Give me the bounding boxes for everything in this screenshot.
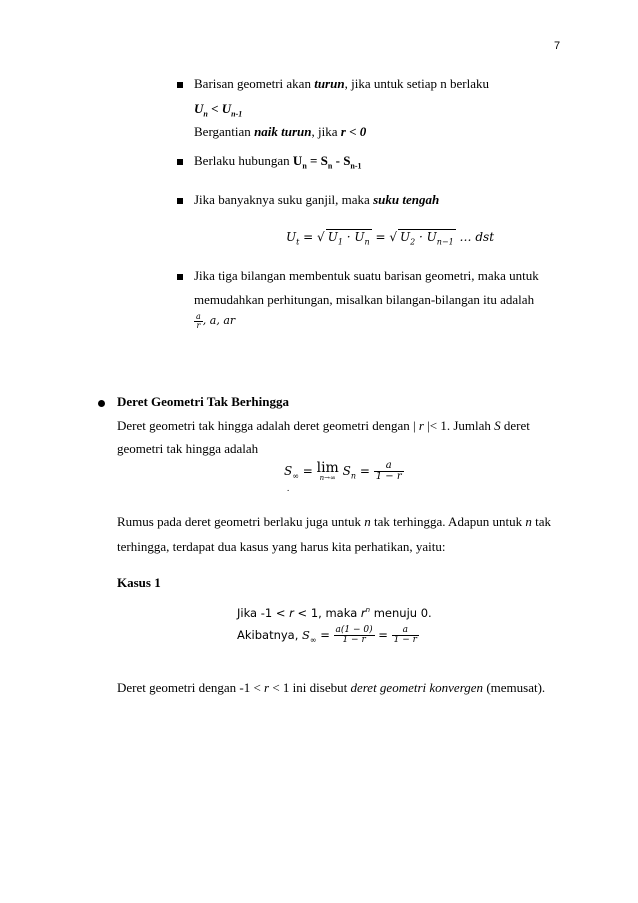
bullet-4-line-2: memudahkan perhitungan, misalkan bilangan-bilangan itu adalah [194,292,535,307]
bullet-3-text: Jika banyaknya suku ganjil, maka suku tengah [194,192,440,207]
page-number: 7 [554,40,561,52]
paragraph-2-line-2: terhingga, terdapat dua kasus yang harus kita perhatikan, yaitu: [117,539,446,554]
bullet-square [177,159,183,165]
bullet-square [177,274,183,280]
bullet-1-line-3: Bergantian naik turun, jika r < 0 [194,124,367,139]
case-heading: Kasus 1 [117,575,161,590]
paragraph-1-line-2: geometri tak hingga adalah [117,441,259,456]
bullet-4-fraction-line: $\frac{a}{r}$ , a, ar [196,312,236,330]
bullet-4-line-1: Jika tiga bilangan membentuk suatu barisan geometri, maka untuk [194,268,539,283]
bullet-1-line-2: $U_n < U_{n-1}$ [194,101,243,119]
bullet-square [177,82,183,88]
bullet-2-text: Berlaku hubungan $U_n = S_n - S_{n-1}$ [194,153,362,171]
formula-dot: . [287,483,290,493]
paragraph-2-line-1: Rumus pada deret geometri berlaku juga untuk n tak terhingga. Adapun untuk n tak [117,514,551,529]
case-formula-line-1: Jika -1 < r < 1, maka $r^n$ menuju 0. [237,606,432,620]
paragraph-3: Deret geometri dengan -1 < r < 1 ini disebut deret geometri konvergen (memusat). [117,680,546,695]
middle-term-formula: $U_t$ = √ $U_1 \cdot U_n$ = √ $U_2 \cdot U_{n-1}$ … dst [286,230,495,247]
section-heading: Deret Geometri Tak Berhingga [117,394,289,409]
paragraph-1-line-1: Deret geometri tak hingga adalah deret geometri dengan | r |< 1. Jumlah S deret [117,418,530,433]
bullet-dot [98,400,105,407]
bullet-1-line-1: Barisan geometri akan turun, jika untuk setiap n berlaku [194,76,490,91]
case-formula-line-2: Akibatnya, $S_\infty$ = $\frac{a(1 - 0)}{1 - r}$ = $\frac{a}{1 - r}$ [237,625,417,645]
infinite-sum-formula: $S_\infty$ = lim n→∞ $S_n$ = $\frac{a}{1 - r}$ [284,460,402,482]
bullet-square [177,198,183,204]
